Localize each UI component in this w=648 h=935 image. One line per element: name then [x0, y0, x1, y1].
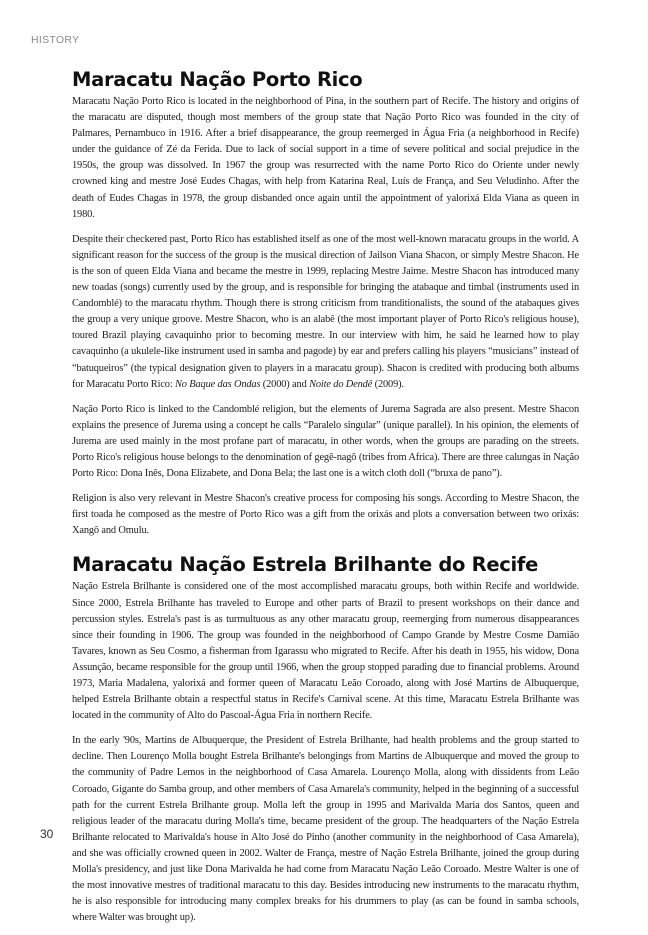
- paragraph-text: (2000) and: [260, 378, 310, 390]
- section-label: HISTORY: [31, 34, 80, 46]
- paragraph: Nação Porto Rico is linked to the Candomblé religion, but the elements of Jurema Sagrada are also present. Mestre Shacon explains the presence of Jurema using a concept he calls “Paralelo singular” (unique parallel). In his opinion, the elements of Jurema are used mainly in the most profane part of maracatu, in other words, when the groups are parading on the streets. Porto Rico's religious house belongs to the denomination of gegê-nagô (tribes from Africa). There are three calungas in Nação Porto Rico: Dona Inês, Dona Elizabete, and Dona Bela; the last one is a witch cloth doll (“bruxa de pano”).: [72, 403, 579, 480]
- paragraph: In the early '90s, Martins de Albuquerque, the President of Estrela Brilhante, had health problems and the group started to decline. Then Lourenço Molla bought Estrela Brilhante's belongings from Martins de Albuquerque and moved the group to the community of Padre Lemos in the neighborhood of Casa Amarela. Lourenço Molla, along with dissidents from Leão Coroado, Gigante do Samba group, and other members of Casa Amarela's community, helped in the beginning of a successful path for the current Estrela Brilhante group. Molla left the group in 1995 and Marivalda Maria dos Santos, queen and religious leader of the maracatu during Molla's time, became president of the group. The headquarters of the Nação Estrela Brilhante relocated to Marivalda's house in Alto José do Pinho (another community in the neighborhood of Casa Amarela), and she was officially crowned queen in 2002. Walter de França, mestre of Nação Estrela Brilhante, joined the group during Molla's presidency, and just like Dona Marivalda he had come from Maracatu Nação Leão Coroado. Mestre Walter is one of the most innovative mestres of traditional maracatu to this day. Besides introducing new instruments to the maracatu rhythm, he is also responsible for introducing many complex breaks for his drummers to play (as can be found in samba schools, where Walter was brought up).: [72, 735, 579, 924]
- paragraph-text: Despite their checkered past, Porto Rico has established itself as one of the most well-known maracatu groups in the world. A significant reason for the success of the group is the musical direction of Jailson Viana Shacon, or simply Mestre Shacon. He is the son of queen Elda Viana and became the mestre in 1999, replacing Mestre Jaime. Mestre Shacon has introduced many new toadas (songs) currently used by the group, and is responsible for bringing the atabaque and timbal (instruments used in Candomblé) to the maracatu rhythm. Though there is strong criticism from tranditionalists, the sound of the atabaques gives the group a very unique groove. Mestre Shacon, who is an alabê (the most important player of Porto Rico's religious house), toured Brazil playing cavaquinho prior to becoming mestre. In our interview with him, he said he learned how to play cavaquinho (a ukulele-like instrument used in samba and pagode) by ear and prefers calling his players “musicians” instead of “batuqueiros” (the typical designation given to players in a maracatu group). Shacon is credited with producing both albums for Maracatu Porto Rico:: [72, 233, 579, 390]
- paragraph: Maracatu Nação Porto Rico is located in the neighborhood of Pina, in the southern part of Recife. The history and origins of the maracatu are disputed, though most members of the group state that Nação Porto Rico was founded in the city of Palmares, Pernambuco in 1916. After a brief disappearance, the group reemerged in Água Fria (a neighborhood in Recife) under the guidance of Zé da Ferida. Due to lack of social support in a time of severe political and social prejudice in the 1950s, the group was dissolved. In 1967 the group was resurrected with the name Porto Rico do Oriente under newly crowned king and mestre José Eudes Chagas, with help from Katarina Real, Luís de França, and Seu Veludinho. After the death of Eudes Chagas in 1978, the group disbanded once again until the appointment of yalorixá Elda Viana as queen in 1980.: [72, 96, 579, 220]
- paragraph: Nação Estrela Brilhante is considered one of the most accomplished maracatu groups, both within Recife and worldwide. Since 2000, Estrela Brilhante has traveled to Europe and other parts of Brazil to present workshops on their dance and percussion styles. Estrela's past is as turmultuous as any other maracatu group, reemerging from numerous disappearances since their founding in 1906. The group was founded in the neighborhood of Campo Grande by Mestre Cosme Damião Tavares, known as Seu Cosmo, a fisherman from Igarassu who migrated to Recife. After his death in 1955, his widow, Dona Assunção, became responsible for the group until 1966, when the group stopped parading due to financial problems. Around 1973, Maria Madalena, yalorixá and former queen of Maracatu Leão Coroado, along with José Martins de Albuquerque, helped Estrela Brilhante obtain a respectful status in Recife's Carnival scene. At this time, Maracatu Estrela Brilhante was located in the community of Alto do Pascoal-Água Fria in northern Recife.: [72, 581, 579, 722]
- paragraph: [72, 232, 579, 393]
- heading-porto-rico: Maracatu Nação Porto Rico: [72, 68, 363, 91]
- paragraph: Religion is also very relevant in Mestre Shacon's creative process for composing his songs. According to Mestre Shacon, the first toada he composed as the mestre of Porto Rico was a gift from the orixás and plots a conversation between two orixás: Xangô and Omulu.: [72, 493, 579, 537]
- album-title: No Baque das Ondas: [175, 378, 261, 390]
- paragraph-text: (2009).: [372, 378, 404, 390]
- page-number: 30: [40, 827, 54, 841]
- article-body: [72, 68, 579, 935]
- heading-estrela-brilhante: Maracatu Nação Estrela Brilhante do Recife: [72, 553, 538, 577]
- album-title: Noite do Dendê: [309, 378, 373, 390]
